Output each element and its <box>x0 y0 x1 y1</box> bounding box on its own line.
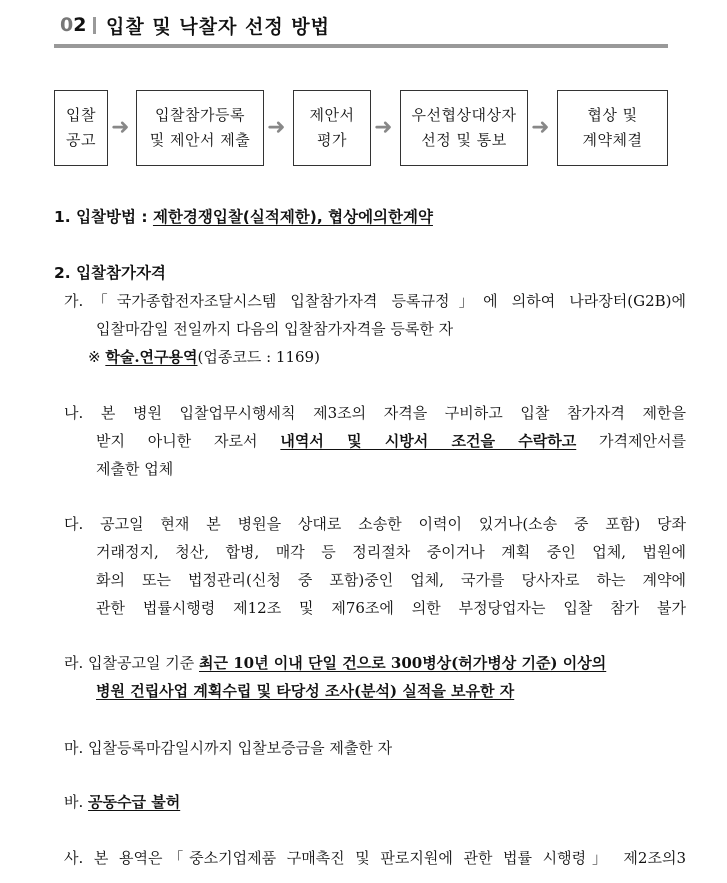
item-da-line-1: 다. 공고일 현재 본 병원을 상대로 소송한 이력이 있거나(소송 중 포함) 당좌 <box>64 515 686 533</box>
flow-step-4-line2: 선정 및 통보 <box>421 131 507 149</box>
item-ga-line-1: 가.「국가종합전자조달시스템 입찰참가자격 등록규정」에 의하여 나라장터(G2B)에 <box>64 292 686 310</box>
item-ba: 바. 공동수급 불허 <box>64 793 181 811</box>
flow-step-4 <box>400 90 528 166</box>
flow-step-3 <box>293 90 371 166</box>
item-ra-line-1: 라. 입찰공고일 기준 최근 10년 이내 단일 건으로 300병상(허가병상 기준) 이상의 <box>64 654 607 672</box>
item-da-line-4: 관한 법률시행령 제12조 및 제76조에 의한 부정당업자는 입찰 참가 불가 <box>96 599 686 617</box>
arrow-icon: ➜ <box>374 115 393 140</box>
section-2-heading: 2. 입찰참가자격 <box>54 264 166 282</box>
flow-step-3-line2: 평가 <box>317 131 347 149</box>
flow-step-5-line2: 계약체결 <box>582 131 643 149</box>
bid-method-emphasis: 제한경쟁입찰(실적제한), 협상에의한계약 <box>152 208 433 226</box>
item-na-line-2: 받지 아니한 자로서 내역서 및 시방서 조건을 수락하고 가격제안서를 <box>96 432 686 450</box>
flow-step-3-line1: 제안서 <box>309 106 355 124</box>
accept-conditions-emphasis: 내역서 및 시방서 조건을 수락하고 <box>280 432 577 450</box>
item-na-line-3: 제출한 업체 <box>96 460 174 478</box>
flow-step-2-line1: 입찰참가등록 <box>155 106 245 124</box>
item-ma: 마. 입찰등록마감일시까지 입찰보증금을 제출한 자 <box>64 739 393 757</box>
joint-bid-emphasis: 공동수급 불허 <box>88 793 181 811</box>
arrow-icon: ➜ <box>267 115 286 140</box>
item-ga-line-2: 입찰마감일 전일까지 다음의 입찰참가자격을 등록한 자 <box>96 320 454 338</box>
item-sa: 사. 본 용역은「중소기업제품 구매촉진 및 판로지원에 관한 법률 시행령」 제2조의3 <box>64 849 686 867</box>
service-type-emphasis: 학술.연구용역 <box>105 348 198 366</box>
flow-step-5-line1: 협상 및 <box>587 106 638 124</box>
process-flow <box>0 0 727 200</box>
flow-step-1-line2: 공고 <box>66 131 96 149</box>
flow-step-2 <box>136 90 264 166</box>
item-ra-line-2 <box>96 680 514 701</box>
arrow-icon: ➜ <box>531 115 550 140</box>
section-title: 입찰 및 낙찰자 선정 방법 <box>106 16 330 38</box>
flow-step-5 <box>557 90 668 166</box>
flow-step-2-line2: 및 제안서 제출 <box>149 131 251 149</box>
section-1-heading: 1. 입찰방법 : 제한경쟁입찰(실적제한), 협상에의한계약 <box>54 208 433 226</box>
section-number: 02 <box>60 14 87 36</box>
item-na-line-1: 나. 본 병원 입찰업무시행세칙 제3조의 자격을 구비하고 입찰 참가자격 제한을 <box>64 404 686 422</box>
item-da-line-2: 거래정지, 청산, 합병, 매각 등 정리절차 중이거나 계획 중인 업체, 법원에 <box>96 543 686 561</box>
arrow-icon: ➜ <box>111 115 130 140</box>
flow-step-1 <box>54 90 108 166</box>
item-da-line-3: 화의 또는 법정관리(신청 중 포함)중인 업체, 국가를 당사자로 하는 계약에 <box>96 571 686 589</box>
item-ga-line-3: ※ 학술.연구용역(업종코드 : 1169) <box>88 348 320 366</box>
experience-requirement-emphasis: 최근 10년 이내 단일 건으로 300병상(허가병상 기준) 이상의 <box>199 654 607 672</box>
flow-step-4-line1: 우선협상대상자 <box>411 106 517 124</box>
flow-step-1-line1: 입찰 <box>66 106 96 124</box>
experience-requirement-emphasis-2: 병원 건립사업 계획수립 및 타당성 조사(분석) 실적을 보유한 자 <box>96 682 515 700</box>
